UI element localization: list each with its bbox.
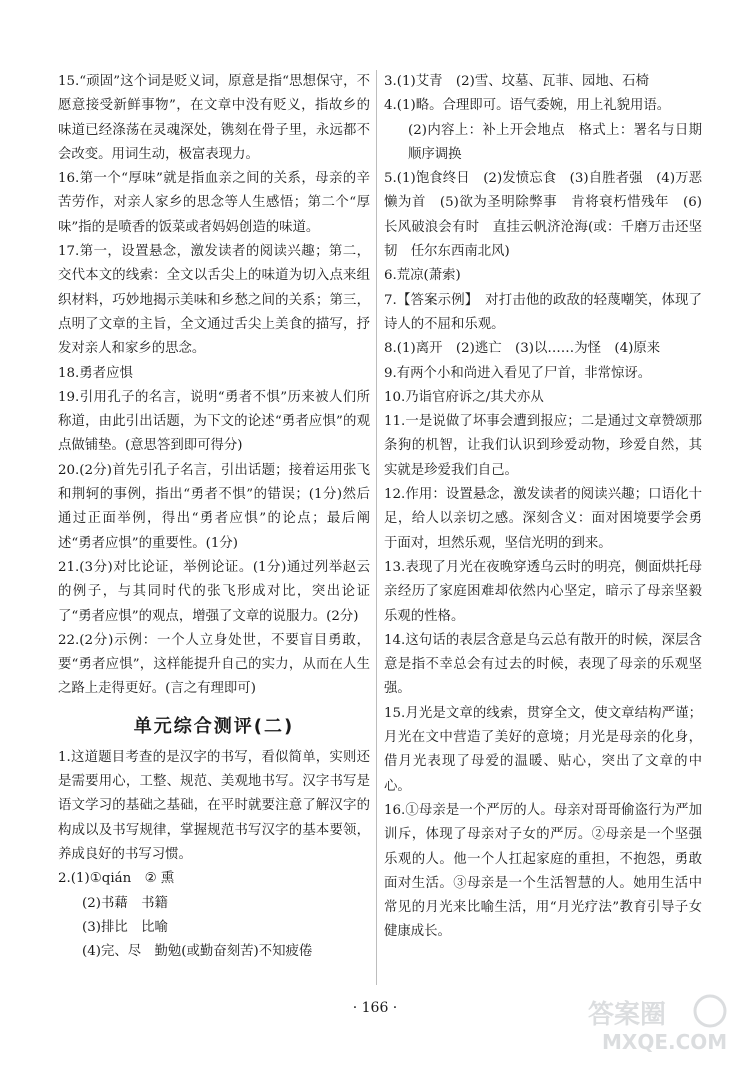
answer-17: 17.第一，设置悬念，激发读者的阅读兴趣；第二，交代本文的线索：全文以舌尖上的味道为切入点来组织材料，巧妙地揭示美味和乡愁之间的关系；第三，点明了文章的主旨，全文通过舌尖上美食的描写，抒发对亲人和家乡的思念。 xyxy=(58,244,370,357)
test2-answer-16: 16.①母亲是一个严厉的人。母亲对哥哥偷盗行为严加训斥，体现了母亲对子女的严厉。②母亲是一个坚强乐观的人。他一个人扛起家庭的重担，不抱怨，勇敢面对生活。③母亲是一个生活智慧的人。她用生活中常见的月光来比喻生活，用“月光疗法”教育引导子女健康成长。 xyxy=(384,802,702,940)
test2-answer-1: 1.这道题目考查的是汉字的书写，看似简单，实则还是需要用心，工整、规范、美观地书写。汉字书写是语文学习的基础之基础，在平时就要注意了解汉字的构成以及书写规律，掌握规范书写汉字的基本要领，养成良好的书写习惯。 xyxy=(58,749,370,862)
answer-22: 22.(2分)示例：一个人立身处世，不要盲目勇敢，要“勇者应惧”，这样能提升自己的实力，从而在人生之路上走得更好。(言之有理即可) xyxy=(58,632,370,697)
right-column xyxy=(384,70,702,945)
answer-15: 15.“顽固”这个词是贬义词，原意是指“思想保守，不愿意接受新鲜事物”，在文章中没有贬义，指故乡的味道已经涤荡在灵魂深处，镌刻在骨子里，永远都不会改变。用词生动，极富表现力。 xyxy=(58,74,370,162)
test2-answer-2-4: (4)完、尽 勤勉(或勤奋刻苦)不知疲倦 xyxy=(82,944,313,960)
test2-answer-12: 12.作用：设置悬念，激发读者的阅读兴趣；口语化十足，给人以亲切之感。深刻含义：面对困境要学会勇于面对，坦然乐观，坚信光明的到来。 xyxy=(384,487,702,551)
section-title: 单元综合测评(二) xyxy=(133,715,295,737)
answer-19: 19.引用孔子的名言，说明“勇者不惧”历来被人们所称道，由此引出话题，为下文的论述“勇者应惧”的观点做铺垫。(意思答到即可得分) xyxy=(58,389,370,454)
test2-answer-11: 11.一是说做了坏事会遭到报应；二是通过文章赞颂那条狗的机智，让我们认识到珍爱动物，珍爱自然，其实就是珍爱我们自己。 xyxy=(384,414,702,478)
answer-18: 18.勇者应惧 xyxy=(58,365,133,381)
test2-answer-2-2: (2)书藉 书籍 xyxy=(82,895,168,911)
test2-answer-10: 10.乃诣官府诉之/其犬亦从 xyxy=(384,389,544,405)
test2-answer-9: 9.有两个小和尚进入看见了尸首，非常惊讶。 xyxy=(384,365,652,381)
answer-20: 20.(2分)首先引孔子名言，引出话题；接着运用张飞和荆轲的事例，指出“勇者不惧”的错误；(1分)然后通过正面举例，得出“勇者应惧”的论点；最后阐述“勇者应惧”的重要性。(1分) xyxy=(58,462,370,551)
test2-answer-15: 15.月光是文章的线索，贯穿全文，使文章结构严谨；月光在文中营造了美好的意境；月光是母亲的化身，借月光表现了母爱的温暖、贴心，突出了文章的中心。 xyxy=(384,705,702,794)
test2-answer-6: 6.荒凉(萧索) xyxy=(384,268,461,284)
test2-answer-2-1: 2.(1)①qián ② 熏 xyxy=(58,871,175,887)
answer-16: 16.第一个“厚味”就是指血亲之间的关系，母亲的辛苦劳作，对亲人家乡的思念等人生感悟；第二个“厚味”指的是喷香的饭菜或者妈妈创造的味道。 xyxy=(58,171,370,235)
test2-answer-4-2: (2)内容上：补上开会地点 格式上：署名与日期顺序调换 xyxy=(408,122,702,162)
test2-answer-14: 14.这句话的表层含意是乌云总有散开的时候，深层含意是指不幸总会有过去的时候，表现了母亲的乐观坚强。 xyxy=(384,632,702,697)
column-divider xyxy=(376,70,377,985)
answer-21: 21.(3分)对比论证，举例论证。(1分)通过列举赵云的例子，与其同时代的张飞形成对比，突出论证了“勇者应惧”的观点，增强了文章的说服力。(2分) xyxy=(58,559,370,624)
test2-answer-7: 7.【答案示例】 对打击他的政敌的轻蔑嘲笑，体现了诗人的不屈和乐观。 xyxy=(384,292,702,332)
watermark-text-2: MXQE.COM xyxy=(602,1030,728,1054)
test2-answer-5: 5.(1)饱食终日 (2)发愤忘食 (3)自胜者强 (4)万恶懒为首 (5)欲为圣明除弊事 肯将衰朽惜残年 (6)长风破浪会有时 直挂云帆济沧海(或：千磨万击还坚韧 任尔东西南北风) xyxy=(384,171,702,260)
watermark-text-1: 答案圈 xyxy=(588,1000,667,1030)
test2-answer-2-3: (3)排比 比喻 xyxy=(82,919,168,935)
left-column xyxy=(58,70,370,964)
test2-answer-3: 3.(1)艾青 (2)雪、坟墓、瓦菲、园地、石椅 xyxy=(384,74,649,89)
watermark-logo xyxy=(584,993,734,1055)
test2-answer-4-1: 4.(1)略。合理即可。语气委婉，用上礼貌用语。 xyxy=(384,98,671,114)
test2-answer-13: 13.表现了月光在夜晚穿透乌云时的明亮，侧面烘托母亲经历了家庭困难却依然内心坚定，暗示了母亲坚毅乐观的性格。 xyxy=(384,559,702,624)
page-number: · 166 · xyxy=(352,1000,398,1016)
test2-answer-8: 8.(1)离开 (2)逃亡 (3)以……为怪 (4)原来 xyxy=(384,341,661,357)
